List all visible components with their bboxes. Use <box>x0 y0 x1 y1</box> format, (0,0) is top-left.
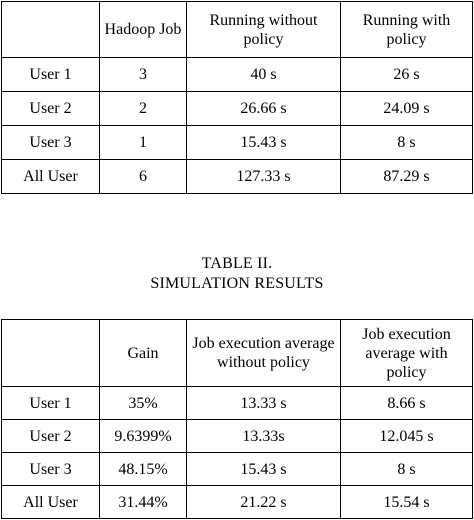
table-cell: 26 s <box>341 58 473 92</box>
table-cell: 31.44% <box>100 486 187 519</box>
header-cell-empty <box>2 2 100 58</box>
table-row <box>2 387 473 420</box>
table-cell: 21.22 s <box>187 486 341 519</box>
table-cell: 40 s <box>187 58 341 92</box>
row-label: User 2 <box>2 92 100 126</box>
table-cell: 8 s <box>341 453 473 486</box>
table-caption-label: TABLE II. <box>201 255 273 272</box>
table-cell: 3 <box>100 58 187 92</box>
table-cell: 24.09 s <box>341 92 473 126</box>
header-gain: Gain <box>100 320 187 387</box>
table-header-row <box>2 2 473 58</box>
table-cell: 15.43 s <box>187 453 341 486</box>
table-cell: 15.43 s <box>187 126 341 160</box>
table-row <box>2 160 473 194</box>
table-cell: 12.045 s <box>341 420 473 453</box>
table-row <box>2 58 473 92</box>
row-label: All User <box>2 160 100 194</box>
table-cell: 6 <box>100 160 187 194</box>
table-row <box>2 453 473 486</box>
table-cell: 1 <box>100 126 187 160</box>
header-running-without-policy: Running without policy <box>187 2 341 58</box>
table-header-row <box>2 320 473 387</box>
table-cell: 35% <box>100 387 187 420</box>
header-hadoop-job: Hadoop Job <box>100 2 187 58</box>
row-label: User 1 <box>2 58 100 92</box>
row-label: All User <box>2 486 100 519</box>
table-cell: 9.6399% <box>100 420 187 453</box>
table-cell: 2 <box>100 92 187 126</box>
table-cell: 87.29 s <box>341 160 473 194</box>
table-cell: 8.66 s <box>341 387 473 420</box>
table-row <box>2 126 473 160</box>
row-label: User 2 <box>2 420 100 453</box>
job-timing-table <box>1 1 473 194</box>
table-row <box>2 92 473 126</box>
header-running-with-policy: Running with policy <box>341 2 473 58</box>
table-row <box>2 420 473 453</box>
table-cell: 8 s <box>341 126 473 160</box>
table-cell: 127.33 s <box>187 160 341 194</box>
table-cell: 26.66 s <box>187 92 341 126</box>
row-label: User 3 <box>2 126 100 160</box>
table-cell: 15.54 s <box>341 486 473 519</box>
table-cell: 13.33 s <box>187 387 341 420</box>
header-average-without-policy: Job execution average without policy <box>187 320 341 387</box>
table-row <box>2 486 473 519</box>
simulation-results-table <box>1 319 473 519</box>
table-cell: 13.33s <box>187 420 341 453</box>
header-cell-empty <box>2 320 100 387</box>
row-label: User 1 <box>2 387 100 420</box>
table-cell: 48.15% <box>100 453 187 486</box>
header-average-with-policy: Job execution average with policy <box>341 320 473 387</box>
table-caption-title: SIMULATION RESULTS <box>150 275 324 292</box>
row-label: User 3 <box>2 453 100 486</box>
